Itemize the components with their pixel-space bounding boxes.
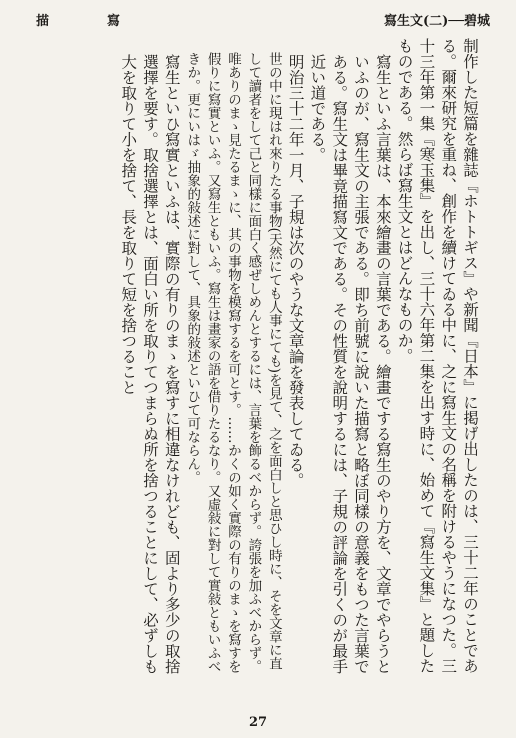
body-text (32, 38, 480, 682)
paragraph-5: 寫生といひ寫實といふは、實際の有りのまゝを寫すに相違なけれども、固より多少の取捨選擇を要す。取捨選擇とは、面白い所を取りてつまらぬ所を捨つることにして、必ずしも大を取りて小を捨て、長を取りて短を捨つること (119, 53, 181, 674)
quoted-passage: 世の中に現はれ來りたる事物(天然にても人事にても)を見て、之を面白しと思ひし時に、そを文章に直して讀者をして己と同樣に面白く感ぜしめんとするには、言葉を飾るべからず。誇張を加ふべからず。唯ありのまゝ見たるまゝに、其の事物を模寫するを可とす。……かくの如く實際の有りのまゝを寫すを假りに寫實といふ。又寫生ともいふ。寫生は畫家の語を借りたるなり。又虛敍に對して實敍ともいふべきか。更にいはゞ抽象的敍述に對して、具象的敍述といひて可ならん。 (184, 51, 282, 673)
paragraph-2: 寫生といふ言葉は、本來繪畫の言葉である。繪畫でする寫生のやり方を、文章でやらうといふのが、寫生文の主張である。即ち前號に說いた描寫と略ぼ同樣の意義をもつた言葉である。寫生文は畢竟描寫文である。その性質を說明するには、子規の評論を引くのが最手近い道である。 (308, 53, 392, 674)
section-title: 描寫 (36, 14, 179, 29)
running-title: 寫生文(二)──碧城 (384, 14, 490, 29)
page-number: 27 (248, 715, 268, 730)
paragraph-1: 制作した短篇を雜誌『ホトトギス』や新聞『日本』に掲げ出したのは、三十二年のことである。爾來研究を重ね、創作を續けてゐる中に、之に寫生文の名稱を附けるやうになつた。三十三年第一集『寒玉集』を出し、三十六年第二集を出す時に、始めて『寫生文集』と題したものである。然らば寫生文とはどんなものか。 (395, 38, 479, 674)
running-header (28, 10, 496, 34)
paragraph-3: 明治三十二年一月、子規は次のやうな文章論を發表してゐる。 (286, 53, 305, 488)
